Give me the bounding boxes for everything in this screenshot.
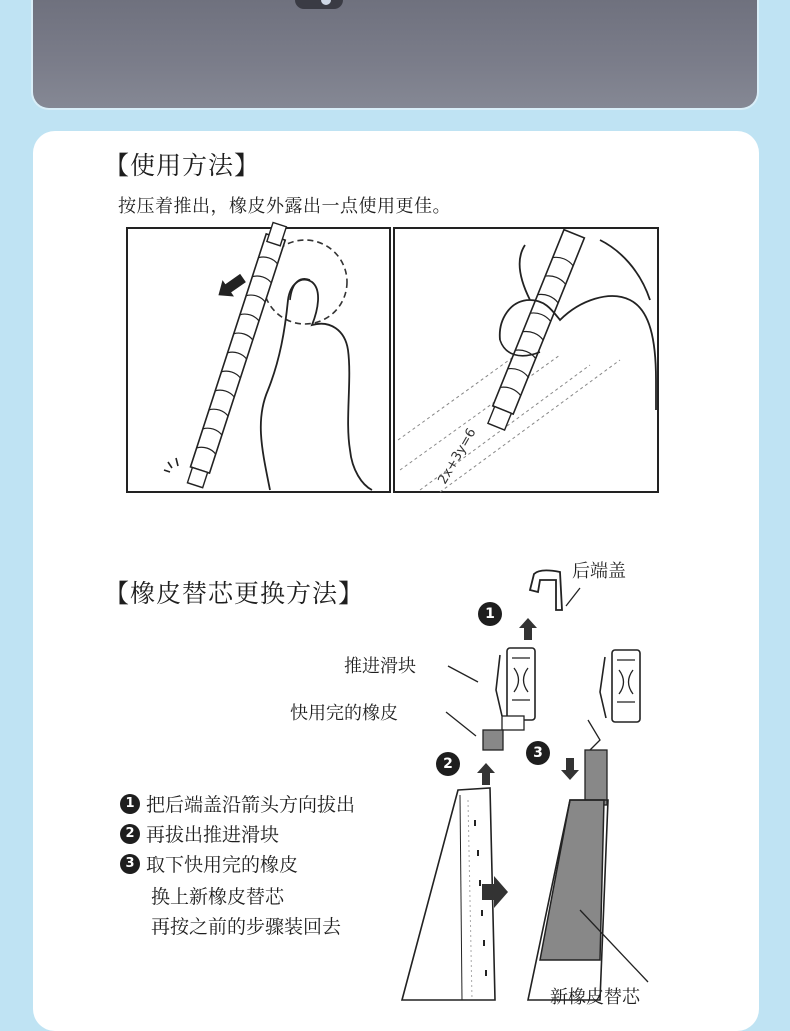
usage-description: 按压着推出，橡皮外露出一点使用更佳。 (118, 196, 451, 217)
refill-title: 【橡皮替芯更换方法】 (104, 579, 365, 608)
marker-2: 2 (436, 752, 460, 776)
push-slider-part (496, 648, 535, 730)
label-end-cap: 后端盖 (572, 561, 626, 582)
step-2: 2 再拔出推进滑块 (120, 820, 279, 847)
step-3-line-2: 换上新橡皮替芯 (151, 886, 285, 908)
step-3: 3 取下快用完的橡皮 (120, 850, 298, 877)
pen-body-empty (402, 788, 495, 1000)
leader-push-slider (448, 666, 478, 682)
leader-end-cap (566, 588, 580, 606)
arrow-up-2-icon (477, 763, 495, 785)
marker-3: 3 (526, 741, 550, 765)
leader-used-eraser (446, 712, 476, 736)
end-cap-part (530, 570, 562, 610)
pen-assembled (528, 650, 640, 1000)
arrow-up-1-icon (519, 618, 537, 640)
label-new-refill: 新橡皮替芯 (550, 987, 640, 1008)
step-3-line-3: 再按之前的步骤装回去 (151, 916, 342, 938)
used-eraser-part (483, 730, 503, 750)
arrow-down-3-icon (561, 758, 579, 780)
usage-title: 【使用方法】 (104, 151, 261, 180)
label-used-eraser: 快用完的橡皮 (290, 703, 398, 724)
math-text: 2x+3y=6 (435, 425, 480, 487)
marker-1: 1 (478, 602, 502, 626)
label-push-slider: 推进滑块 (344, 656, 416, 677)
step-1: 1 把后端盖沿箭头方向拔出 (120, 790, 355, 817)
